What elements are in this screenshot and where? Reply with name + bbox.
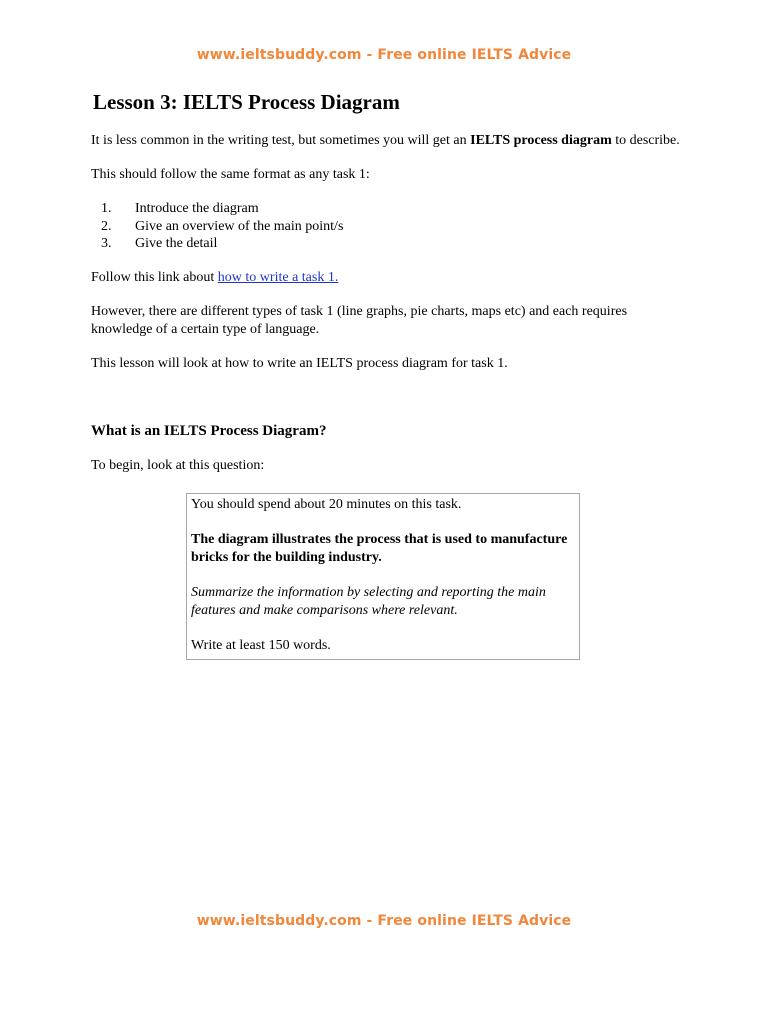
task-prompt-text: The diagram illustrates the process that is used to manufacture bricks for the building industry. [191, 531, 568, 565]
lesson-content [91, 88, 681, 660]
intro-paragraph [91, 132, 681, 150]
site-footer-banner: www.ieltsbuddy.com - Free online IELTS Advice [196, 913, 572, 929]
list-item: 3. Give the detail [115, 235, 681, 253]
how-to-write-task1-link[interactable]: how to write a task 1. [217, 269, 339, 285]
intro-bold-term: IELTS process diagram [470, 133, 612, 148]
task-instruction-text: Summarize the information by selecting and reporting the main features and make comparisons where relevant. [191, 584, 546, 618]
list-item: 1. Introduce the diagram [115, 200, 681, 218]
intro-text-start: It is less common in the writing test, but sometimes you will get an [91, 133, 471, 148]
task-word-count-text: Write at least 150 words. [191, 637, 331, 653]
link-intro-text: Follow this link about [91, 269, 218, 285]
format-paragraph: This should follow the same format as any task 1: [91, 167, 370, 182]
steps-list [91, 200, 681, 253]
link-paragraph [91, 269, 681, 287]
site-header-banner: www.ieltsbuddy.com - Free online IELTS Advice [196, 47, 572, 63]
task-time-text: You should spend about 20 minutes on this task. [191, 496, 462, 512]
types-paragraph: However, there are different types of task 1 (line graphs, pie charts, maps etc) and each requires knowledge of a certain type of language. [91, 303, 628, 337]
lesson-title: Lesson 3: IELTS Process Diagram [93, 90, 400, 114]
lesson-paragraph: This lesson will look at how to write an IELTS process diagram for task 1. [91, 355, 508, 371]
list-item: 2. Give an overview of the main point/s [115, 218, 681, 236]
section-heading: What is an IELTS Process Diagram? [91, 422, 327, 439]
task-question-box [186, 493, 580, 660]
intro-text-end: to describe. [611, 133, 680, 148]
begin-paragraph: To begin, look at this question: [91, 457, 265, 473]
